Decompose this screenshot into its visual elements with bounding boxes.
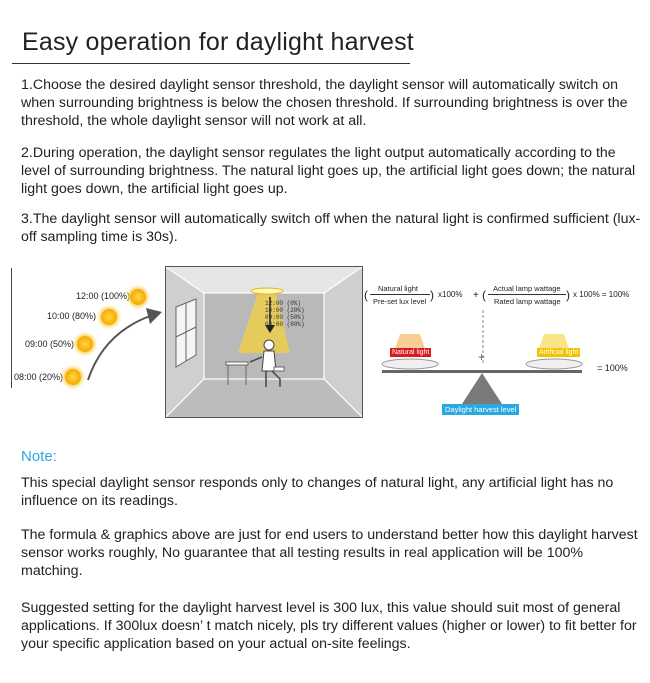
sun-icon: [65, 369, 81, 385]
lamp-reading: 12:00 (0%): [265, 300, 302, 307]
artificial-light-tag: Artificial light: [539, 349, 579, 356]
fraction-bar: [370, 294, 430, 295]
balance-scale-icon: [378, 306, 608, 416]
formula-natural-numerator: Natural light: [378, 284, 419, 293]
formula-artificial-denominator: Rated lamp wattage: [494, 297, 561, 306]
natural-light-tag: Natural light: [392, 349, 430, 356]
open-paren-icon: (: [482, 288, 486, 302]
room-illustration: [165, 266, 363, 418]
sun-label-1200: 12:00 (100%): [76, 291, 131, 301]
daylight-harvest-level-tag: Daylight harvest level: [442, 404, 519, 415]
step-2-paragraph: 2.During operation, the daylight sensor regulates the light output automatically according to the level of surrounding brightness. The natural light goes up, the artificial light goes down; the natural light goes down, the artificial light goes up.: [21, 145, 636, 197]
sun-label-0900: 09:00 (50%): [25, 339, 75, 349]
room-perspective-icon: [166, 267, 362, 417]
open-paren-icon: (: [364, 288, 368, 302]
note-paragraph-3: Suggested setting for the daylight harvest level is 300 lux, this value should suit most of general applications. If 300lux doesn’ t match nicely, pls try different values (higher or lower) to fit better for your specific application based on your actual on-site feelings.: [21, 600, 637, 652]
lamp-reading: 10:00 (20%): [265, 307, 305, 314]
balance-result: = 100%: [597, 363, 628, 373]
formula-plus: +: [473, 290, 479, 301]
formula-artificial-numerator: Actual lamp wattage: [493, 284, 561, 293]
fraction-bar: [488, 294, 566, 295]
formula-natural-multiplier: x100%: [438, 290, 463, 299]
sun-label-0800: 08:00 (20%): [14, 372, 64, 382]
left-axis-line: [11, 268, 12, 388]
lamp-reading: 08:00 (80%): [265, 321, 305, 328]
note-paragraph-1: This special daylight sensor responds only to changes of natural light, any artificial light has no influence on its readings.: [21, 475, 614, 509]
title-underline: [12, 63, 410, 64]
step-3-paragraph: 3.The daylight sensor will automatically switch off when the natural light is confirmed sufficient (lux-off sampling time is 30s).: [21, 211, 641, 245]
formula-natural-denominator: Pre-set lux level: [373, 297, 427, 306]
lamp-reading: 09:00 (50%): [265, 314, 305, 321]
note-paragraph-2: The formula & graphics above are just for end users to understand better how this daylight harvest sensor works roughly, No guarantee that all testing results in real application will be 100% matching.: [21, 527, 638, 579]
lamp-readings: [265, 300, 305, 328]
sun-label-1000: 10:00 (80%): [47, 311, 97, 321]
close-paren-icon: ): [566, 288, 570, 302]
page-title: Easy operation for daylight harvest: [22, 28, 414, 56]
svg-text:+: +: [478, 350, 486, 364]
step-1-paragraph: 1.Choose the desired daylight sensor threshold, the daylight sensor will automatically switch on when surrounding brightness is below the chosen threshold. If surrounding brightness is over the threshold, the whole daylight sensor will not work at all.: [21, 77, 628, 129]
note-title: Note:: [21, 448, 57, 465]
close-paren-icon: ): [430, 288, 434, 302]
sun-path-arrow-icon: [84, 300, 164, 390]
formula-artificial-result: x 100% = 100%: [573, 290, 630, 299]
